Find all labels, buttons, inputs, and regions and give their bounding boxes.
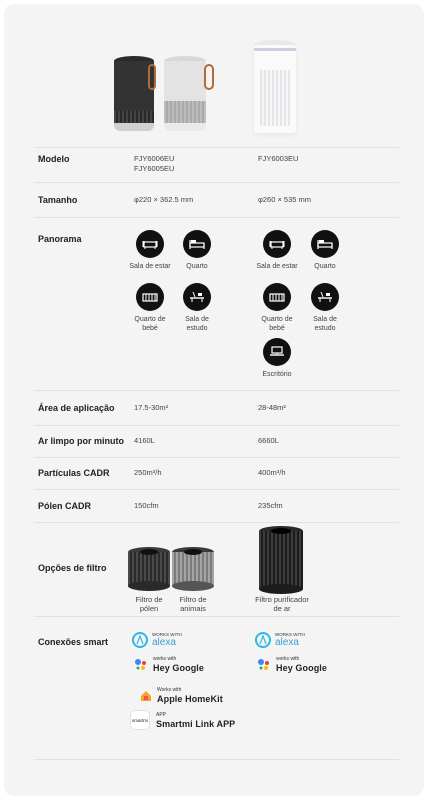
room-caption: Escritório: [262, 371, 292, 378]
room-sala-estar-left: [128, 230, 172, 271]
polen-right: 235cfm: [258, 501, 283, 510]
divider: [34, 425, 399, 426]
tamanho-right: φ260 × 535 mm: [258, 195, 312, 204]
bed-icon: [183, 230, 211, 258]
alexa-badge-left: WORKS WITH alexa: [132, 631, 182, 648]
comparison-card: [4, 4, 424, 796]
crib-icon: [263, 283, 291, 311]
area-right: 28-48m²: [258, 403, 286, 412]
label-panorama: Panorama: [38, 234, 82, 244]
label-area: Área de aplicação: [38, 403, 115, 413]
product-image-dark: [110, 54, 158, 134]
room-quarto-bebe-left: [128, 283, 172, 333]
particulas-left: 250m³/h: [134, 468, 162, 477]
room-caption: Quarto: [314, 263, 336, 270]
label-filtros: Opções de filtro: [38, 563, 107, 573]
particulas-right: 400m³/h: [258, 468, 286, 477]
room-sala-estudo-left: [175, 283, 219, 333]
model-left-2: FJY6005EU: [134, 164, 175, 173]
model-right-1: FJY6003EU: [258, 154, 299, 163]
homekit-icon: [140, 690, 152, 702]
room-sala-estar-right: [255, 230, 299, 271]
label-tamanho: Tamanho: [38, 195, 78, 205]
divider: [34, 489, 399, 490]
filter-polen-caption: Filtro de pólen: [135, 595, 163, 613]
filter-purificador-caption: Filtro purificador de ar: [255, 595, 309, 613]
sofa-icon: [263, 230, 291, 258]
room-caption: Quarto de bebé: [134, 316, 166, 332]
filter-polen-image: [128, 547, 170, 592]
divider: [34, 217, 399, 218]
label-conexoes: Conexões smart: [38, 637, 109, 647]
crib-icon: [136, 283, 164, 311]
model-left-1: FJY6006EU: [134, 154, 175, 163]
divider: [34, 390, 399, 391]
room-escritorio-right: [255, 338, 299, 379]
product-image-light: [160, 54, 220, 134]
google-assistant-icon: [134, 658, 148, 672]
room-caption: Sala de estar: [256, 263, 298, 270]
label-particulas: Partículas CADR: [38, 468, 110, 478]
divider: [34, 759, 399, 760]
label-modelo: Modelo: [38, 154, 70, 164]
bed-icon: [311, 230, 339, 258]
tamanho-left: φ220 × 362.5 mm: [134, 195, 194, 204]
room-caption: Quarto de bebé: [261, 316, 293, 332]
room-caption: Sala de estudo: [185, 316, 209, 332]
sofa-icon: [136, 230, 164, 258]
label-ar-limpo: Ar limpo por minuto: [38, 436, 124, 446]
product-image-tall: [252, 40, 298, 136]
polen-left: 150cfm: [134, 501, 159, 510]
divider: [34, 616, 399, 617]
alexa-icon: [132, 632, 148, 648]
ar-right: 6660L: [258, 436, 279, 445]
room-sala-estudo-right: [303, 283, 347, 333]
divider: [34, 522, 399, 523]
smartmi-app-badge: smartmi APP Smartmi Link APP: [132, 711, 236, 729]
room-quarto-right: [303, 230, 347, 271]
room-caption: Sala de estar: [129, 263, 171, 270]
filter-animais-caption: Filtro de animais: [179, 595, 207, 613]
area-left: 17.5-30m²: [134, 403, 169, 412]
homekit-badge: Works with Apple HomeKit: [140, 687, 223, 704]
ar-left: 4160L: [134, 436, 155, 445]
smartmi-app-icon: smartmi: [130, 710, 150, 730]
google-badge-left: works with Hey Google: [134, 656, 204, 673]
desk-icon: [311, 283, 339, 311]
alexa-badge-right: WORKS WITH alexa: [255, 631, 305, 648]
filter-animais-image: [172, 547, 214, 592]
label-polen: Pólen CADR: [38, 501, 92, 511]
room-quarto-left: [175, 230, 219, 271]
room-quarto-bebe-right: [255, 283, 299, 333]
office-icon: [263, 338, 291, 366]
divider: [34, 457, 399, 458]
filter-purificador-image: [259, 526, 303, 594]
divider: [34, 147, 399, 148]
divider: [34, 182, 399, 183]
google-assistant-icon: [257, 658, 271, 672]
google-badge-right: works with Hey Google: [257, 656, 327, 673]
alexa-icon: [255, 632, 271, 648]
desk-icon: [183, 283, 211, 311]
room-caption: Sala de estudo: [313, 316, 337, 332]
room-caption: Quarto: [186, 263, 208, 270]
